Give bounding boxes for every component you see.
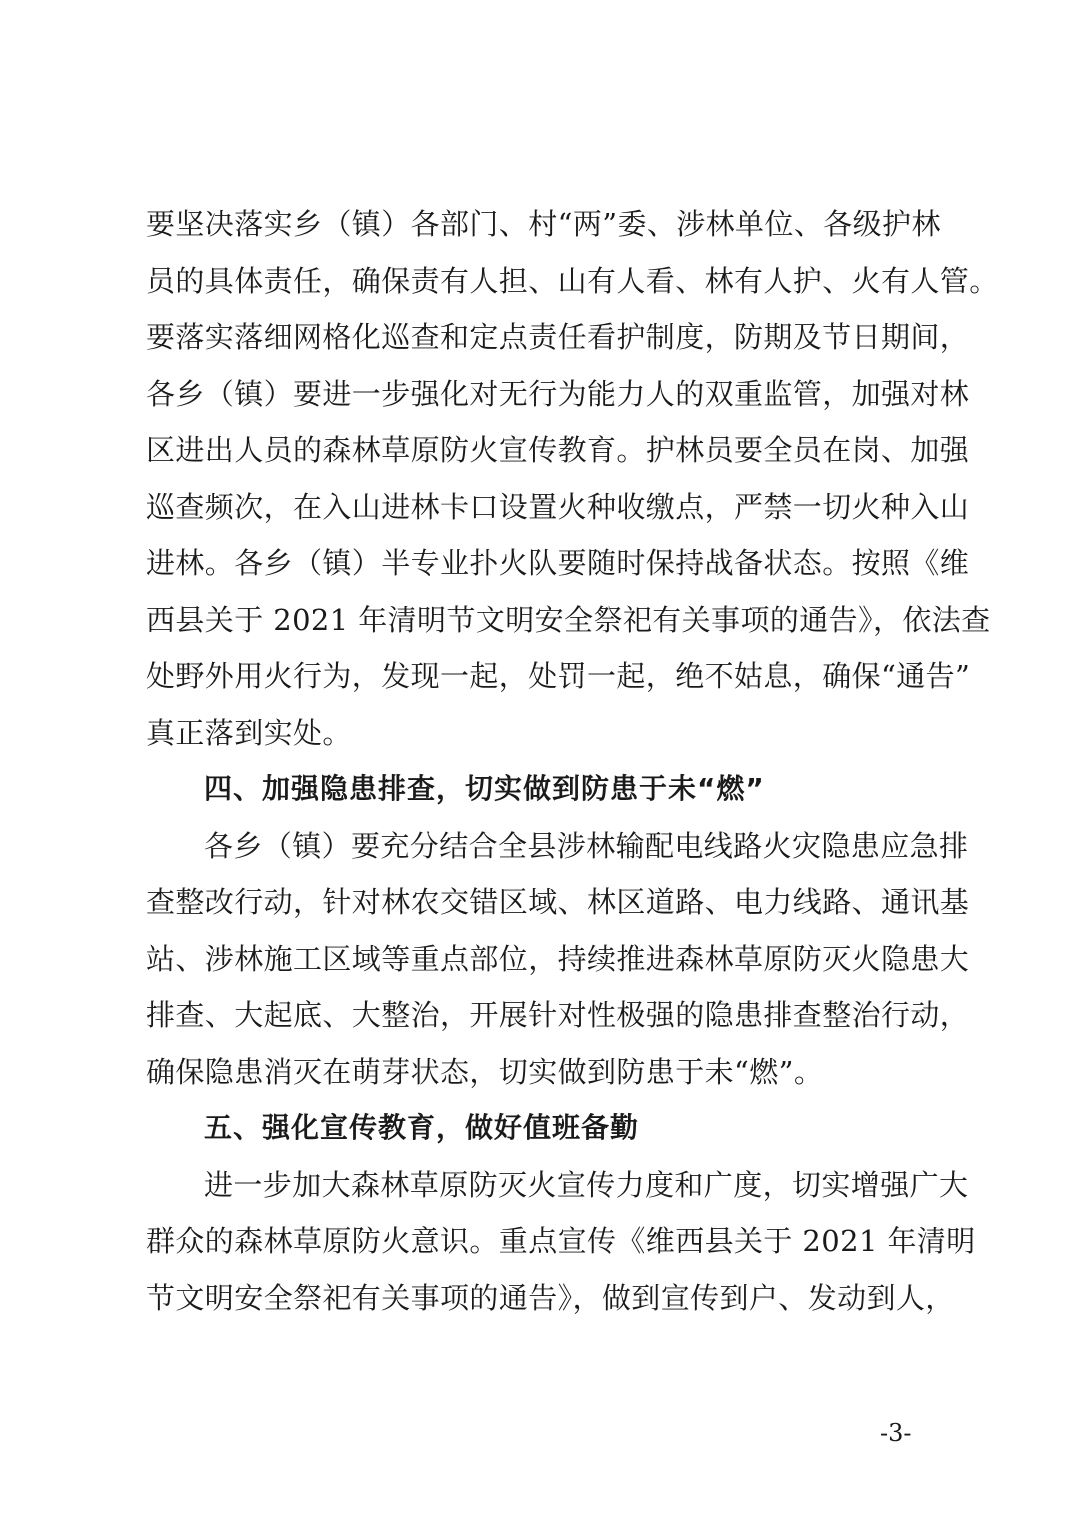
body-line-3: 要落实落细网格化巡查和定点责任看护制度，防期及节日期间， (146, 320, 970, 354)
body-line-13: 站、涉林施工区域等重点部位，持续推进森林草原防灭火隐患大 (146, 942, 970, 976)
body-line-4: 各乡（镇）要进一步强化对无行为能力人的双重监管，加强对林 (146, 377, 970, 411)
body-line-8: 西县关于 2021 年清明节文明安全祭祀有关事项的通告》，依法查 (146, 603, 991, 637)
body-line-18: 节文明安全祭祀有关事项的通告》，做到宣传到户、发动到人， (146, 1281, 955, 1315)
body-line-10: 真正落到实处。 (146, 716, 352, 750)
body-line-16: 进一步加大森林草原防灭火宣传力度和广度，切实增强广大 (204, 1168, 969, 1202)
body-line-14: 排查、大起底、大整治，开展针对性极强的隐患排查整治行动， (146, 998, 970, 1032)
section-heading-5: 五、强化宣传教育，做好值班备勤 (204, 1111, 640, 1144)
body-line-1: 要坚决落实乡（镇）各部门、村“两”委、涉林单位、各级护林 (146, 207, 941, 241)
page-number: -3- (880, 1419, 912, 1447)
body-line-6: 巡查频次，在入山进林卡口设置火种收缴点，严禁一切火种入山 (146, 490, 970, 524)
body-line-12: 查整改行动，针对林农交错区域、林区道路、电力线路、通讯基 (146, 885, 970, 919)
body-line-9: 处野外用火行为，发现一起，处罚一起，绝不姑息，确保“通告” (146, 659, 971, 693)
body-line-11: 各乡（镇）要充分结合全县涉林输配电线路火灾隐患应急排 (204, 829, 969, 863)
body-line-7: 进林。各乡（镇）半专业扑火队要随时保持战备状态。按照《维 (146, 546, 970, 580)
section-heading-4: 四、加强隐患排查，切实做到防患于未“燃” (204, 772, 765, 805)
body-line-2: 员的具体责任，确保责有人担、山有人看、林有人护、火有人管。 (146, 264, 999, 298)
body-line-17: 群众的森林草原防火意识。重点宣传《维西县关于 2021 年清明 (146, 1224, 976, 1258)
body-line-5: 区进出人员的森林草原防火宣传教育。护林员要全员在岗、加强 (146, 433, 970, 467)
body-line-15: 确保隐患消灭在萌芽状态，切实做到防患于未“燃”。 (146, 1055, 824, 1089)
